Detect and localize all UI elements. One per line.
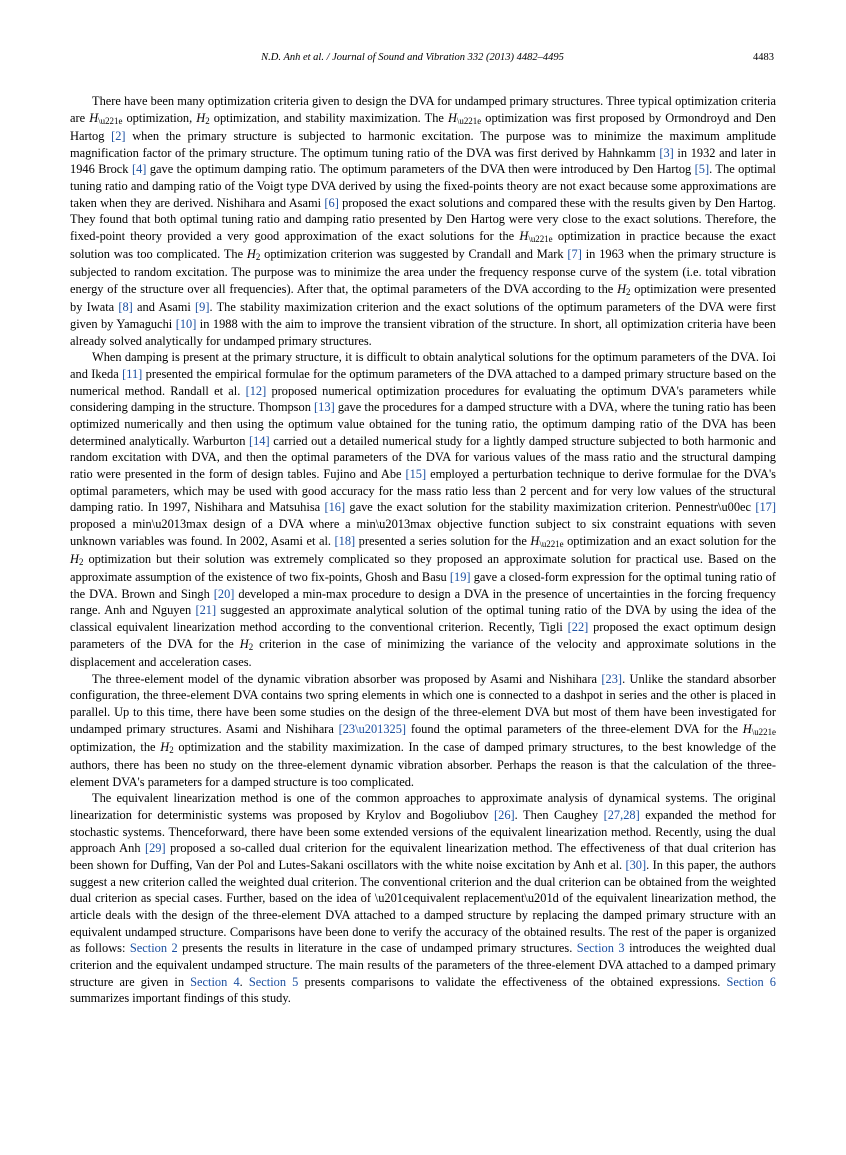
article-body [70,93,776,1007]
citation-ref[interactable]: [20] [213,586,235,601]
paragraph-4: The equivalent linearization method is one of the common approaches to approximate analysis of dynamical systems. The original linearization for deterministic systems was proposed by Krylov and Bogoliubov [26]. Then Caughey [27,28] expanded the method for stochastic systems. Thenceforward, there have been some extended versions of the equivalent linearization method. Recently, using the dual approach Anh [29] proposed a so-called dual criterion for the equivalent linearization method. The effectiveness of that dual criterion has been shown for Duffing, Van der Pol and Lutes-Sakani oscillators with the white noise excitation by Anh et al. [30]. In this paper, the authors suggest a new criterion called the weighted dual criterion. The conventional criterion and the dual criterion can be obtained from the weighted dual criterion as special cases. Further, based on the idea of \u201cequivalent replacement\u201d of the equivalent linearization method, the article deals with the design of the three-element DVA attached to a damped structure by replacing the damped primary structure with an equivalent undamped structure. Comparisons have been done to verify the accuracy of the obtained results. The rest of the paper is organized as follows: Section 2 presents the results in literature in the case of undamped primary structures. Section 3 introduces the weighted dual criterion and the equivalent undamped structure. The main results of the parameters of the three-element DVA attached to a damped primary structure are given in Section 4. Section 5 presents comparisons to validate the effectiveness of the obtained expressions. Section 6 summarizes important findings of this study. [70,791,777,1006]
citation-ref[interactable]: [23] [601,671,623,686]
citation-ref[interactable]: [27,28] [603,808,640,822]
citation-ref[interactable]: [10] [175,316,197,331]
citation-ref[interactable]: [18] [334,533,356,548]
section-link-6[interactable]: Section 6 [726,974,776,989]
citation-ref[interactable]: [11] [122,366,143,381]
citation-ref[interactable]: [17] [755,500,777,515]
running-head-citation: N.D. Anh et al. / Journal of Sound and Vibration 332 (2013) 4482–4495 [261,52,564,63]
citation-ref[interactable]: [12] [245,383,267,398]
section-link-2[interactable]: Section 2 [129,941,178,956]
paragraph-1: There have been many optimization criteria given to design the DVA for undamped primary structures. Three typical optimization criteria are $H_{\backslash u221e}$ optimization, $H_2$ optimization, and stability maximization. The $H_{\backslash u221e}$ optimization was first proposed by Ormondroyd and Den Hartog [2] when the primary structure is subjected to harmonic excitation. The purpose was to minimize the maximum amplitude magnification factor of the primary structure. The optimum tuning ratio of the DVA was first derived by Hahnkamm [3] in 1932 and later in 1946 Brock [4] gave the optimum damping ratio. The optimum parameters of the DVA then were introduced by Den Hartog [5]. The optimal tuning ratio and damping ratio of the Voigt type DVA derived by using the fixed-points theory are not exact because some approximations are taken when they are derived. Nishihara and Asami [6] proposed the exact solutions and compared these with the results given by Den Hartog. They found that both optimal tuning ratio and damping ratio presented by Den Hartog were very close to the exact solutions. Therefore, the fixed-point theory provided a very good approximation of the exact solutions for the $H_{\backslash u221e}$ optimization in practice because the exact solution was too complicated. The $H_2$ optimization criterion was suggested by Crandall and Mark [7] in 1963 when the primary structure is subjected to random excitation. The purpose was to minimize the area under the frequency response curve of the system (i.e. total vibration energy of the structure over all frequencies). After that, the optimal parameters of the DVA according to the $H_2$ optimization were presented by Iwata [8] and Asami [9]. The stability maximization criterion and the exact solutions of the optimum parameters of the DVA were first given by Yamaguchi [10] in 1988 with the aim to improve the transient vibration of the structure. In short, all optimization criteria have been already solved analytically for undamped primary structures. [70,94,777,348]
citation-ref[interactable]: [21] [195,603,217,618]
citation-ref[interactable]: [19] [449,570,471,584]
citation-ref[interactable]: [4] [131,162,147,177]
citation-ref[interactable]: [3] [659,145,674,160]
citation-ref[interactable]: [22] [567,620,589,635]
paragraph-3: The three-element model of the dynamic vibration absorber was proposed by Asami and Nishihara [23]. Unlike the standard absorber configuration, the three-element DVA contains two spring elements in which one is connected to a dashpot in series and the other is placed in parallel. Up to this time, there have been some studies on the design of the three-element DVA but most of them have been investigated for undamped primary structures. Asami and Nishihara [23\u201325] found the optimal parameters of the three-element DVA for the $H_{\backslash u221e}$ optimization, the $H_2$ optimization and the stability maximization. In the case of damped primary structures, to the best knowledge of the authors, there has been no study on the three-element dynamic vibration absorber. Perhaps the reason is that the calculation of the three-element DVA's parameters for a damped structure is too complicated. [70,671,777,789]
citation-ref[interactable]: [2] [111,128,126,143]
citation-ref[interactable]: [29] [144,841,166,856]
citation-ref[interactable]: [9] [195,300,210,315]
citation-ref[interactable]: [14] [248,433,270,448]
citation-ref[interactable]: [26] [494,808,515,822]
citation-ref[interactable]: [15] [405,466,427,481]
section-link-5[interactable]: Section 5 [248,974,299,989]
citation-ref[interactable]: [16] [324,500,346,515]
running-head [70,52,776,63]
paragraph-2: When damping is present at the primary structure, it is difficult to obtain analytical solutions for the optimum parameters of the DVA. Ioi and Ikeda [11] presented the empirical formulae for the optimum parameters of the DVA attached to a damped primary structure based on the numerical method. Randall et al. [12] proposed numerical optimization procedures for evaluating the optimum DVA's parameters while considering damping in the structure. Thompson [13] gave the procedures for a damped structure with a DVA, where the tuning ratio has been optimized numerically and then using the optimum value obtained for the tuning ratio, the optimum damping ratio of the DVA has been determined analytically. Warburton [14] carried out a detailed numerical study for a lightly damped structure subjected to both harmonic and random excitation with DVA, and then the optimal parameters of the DVA for various values of the mass ratio and the structural damping ratio were presented in the form of design tables. Fujino and Abe [15] employed a perturbation technique to derive formulae for the DVA's optimal parameters, which may be used with good accuracy for the mass ratio less than 2 percent and for very low values of the structural damping ratio. In 1997, Nishihara and Matsuhisa [16] gave the exact solution for the stability maximization criterion. Pennestr\u00ec [17] proposed a min\u2013max design of a DVA where a min\u2013max objective function subject to six constraint equations with seven unknown variables was found. In 2002, Asami et al. [18] presented a series solution for the $H_{\backslash u221e}$ optimization and an exact solution for the $H_2$ optimization but their solution was extremely complicated so they proposed an approximate solution for practical use. Based on the approximate assumption of the existence of two fix-points, Ghosh and Basu [19] gave a closed-form expression for the optimal tuning ratio of the DVA. Brown and Singh [20] developed a min-max procedure to design a DVA in the presence of uncertainties in the forcing frequency range. Anh and Nguyen [21] suggested an approximate analytical solution of the optimal tuning ratio of the DVA by using the idea of the classical equivalent linearization method according to the conventional criterion. Recently, Tigli [22] proposed the exact optimum design parameters of the DVA for the $H_2$ criterion in the case of minimizing the variance of the velocity and approximate solutions in the displacement and acceleration cases. [70,350,777,669]
citation-ref[interactable]: [7] [567,247,582,262]
citation-ref[interactable]: [30] [625,858,647,873]
citation-ref[interactable]: [5] [694,162,710,177]
citation-ref[interactable]: [13] [314,400,335,415]
citation-ref[interactable]: [23\u201325] [338,721,407,736]
citation-ref[interactable]: [8] [118,300,133,315]
section-link-4[interactable]: Section 4 [190,974,240,989]
page-number: 4483 [753,52,774,63]
citation-ref[interactable]: [6] [324,195,339,210]
section-link-3[interactable]: Section 3 [576,941,625,956]
